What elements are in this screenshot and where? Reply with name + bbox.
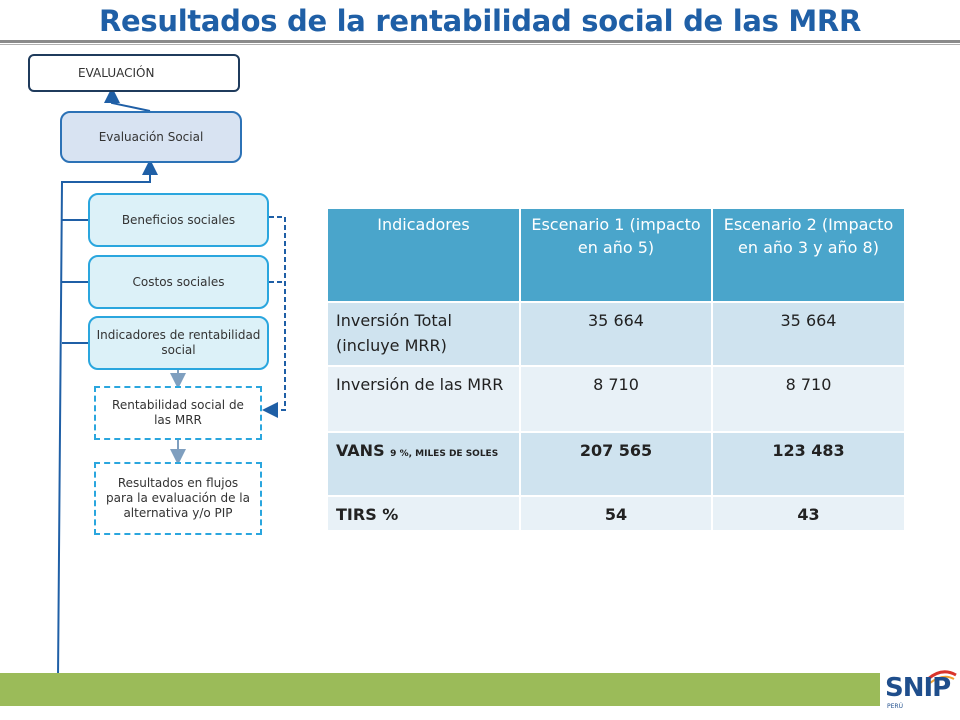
row-value-e2: 123 483 <box>712 432 904 496</box>
row-value-e1: 54 <box>520 496 712 530</box>
table-row <box>328 496 904 530</box>
snip-logo <box>880 665 960 720</box>
table-row <box>328 302 904 366</box>
row-value-e1: 35 664 <box>520 302 712 366</box>
row-value-e2: 35 664 <box>712 302 904 366</box>
header-escenario-1: Escenario 1 (impacto en año 5) <box>520 209 712 302</box>
header-escenario-2: Escenario 2 (Impacto en año 3 y año 8) <box>712 209 904 302</box>
header-indicadores: Indicadores <box>328 209 520 302</box>
vans-label: VANS <box>336 441 385 460</box>
row-value-e2: 43 <box>712 496 904 530</box>
logo-subtext: PERÚ <box>887 703 903 710</box>
row-label: Inversión Total (incluye MRR) <box>328 302 520 366</box>
row-value-e1: 207 565 <box>520 432 712 496</box>
node-evaluacion: EVALUACIÓN <box>28 54 240 92</box>
row-label: Inversión de las MRR <box>328 366 520 432</box>
table-header-row <box>328 209 904 302</box>
page-title: Resultados de la rentabilidad social de las MRR <box>99 4 861 38</box>
results-table <box>328 209 904 530</box>
node-resultados-flujos: Resultados en flujos para la evaluación de la alternativa y/o PIP <box>94 462 262 535</box>
node-indicadores-rentabilidad: Indicadores de rentabilidad social <box>88 316 269 370</box>
footer-bar <box>0 673 880 706</box>
logo-text: SNIP <box>885 673 951 703</box>
node-evaluacion-social: Evaluación Social <box>60 111 242 163</box>
row-value-e2: 8 710 <box>712 366 904 432</box>
node-costos-sociales: Costos sociales <box>88 255 269 309</box>
table-row <box>328 366 904 432</box>
row-label: TIRS % <box>328 496 520 530</box>
table-row <box>328 432 904 496</box>
row-value-e1: 8 710 <box>520 366 712 432</box>
vans-sublabel: 9 %, MILES DE SOLES <box>390 449 499 459</box>
node-rentabilidad-mrr: Rentabilidad social de las MRR <box>94 386 262 440</box>
row-label-vans <box>328 432 520 496</box>
node-beneficios-sociales: Beneficios sociales <box>88 193 269 247</box>
